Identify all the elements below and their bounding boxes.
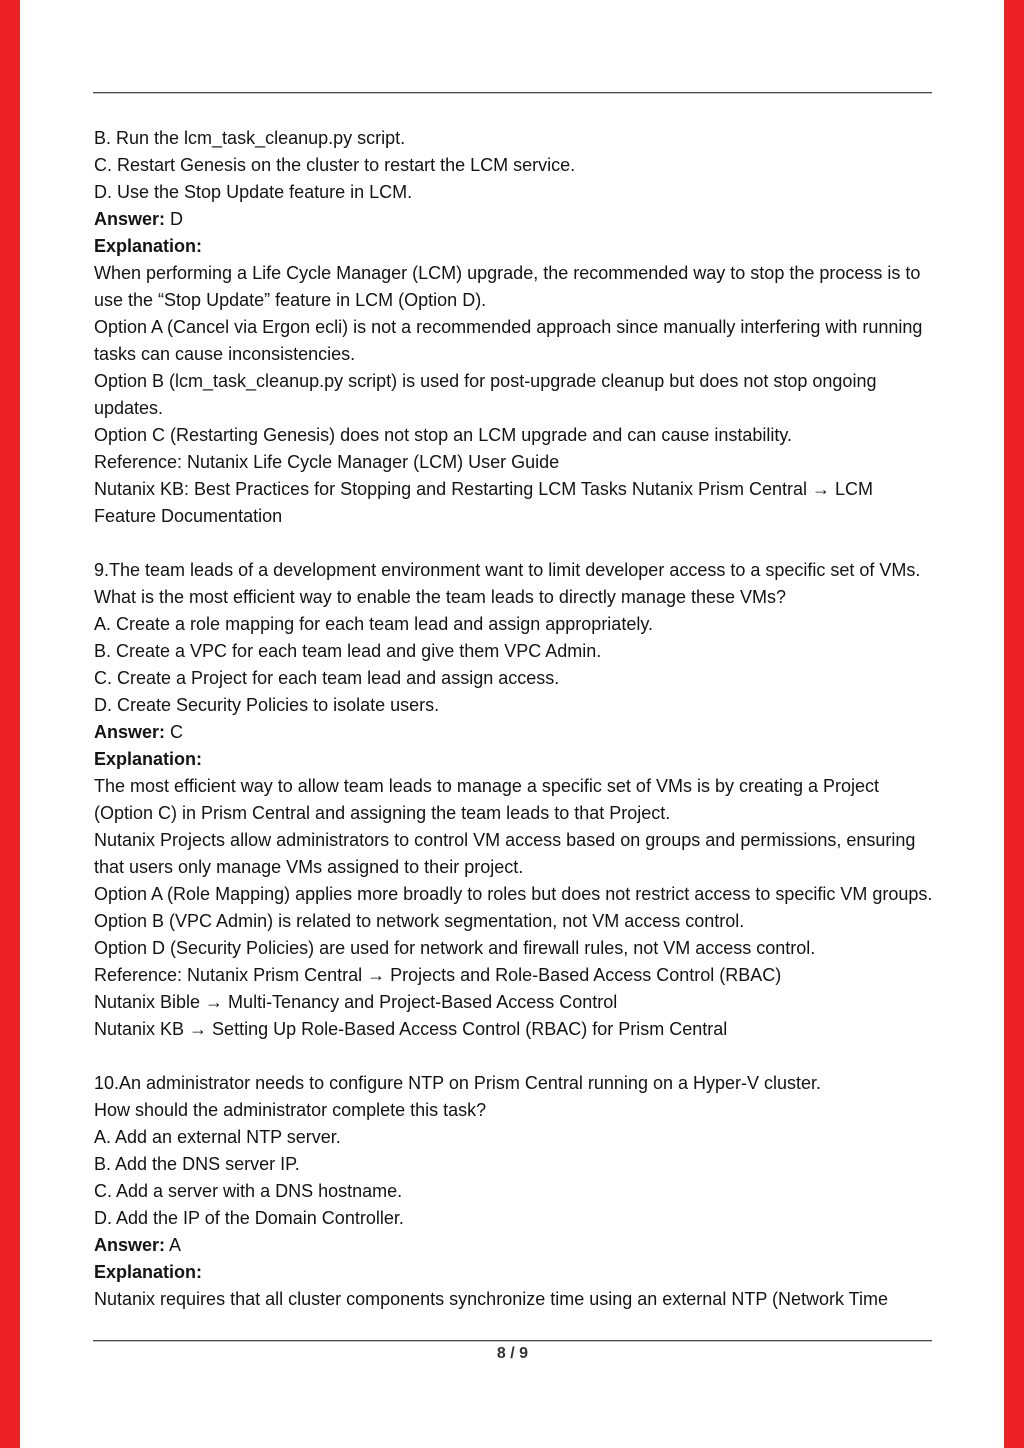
text-line: D. Use the Stop Update feature in LCM. bbox=[94, 182, 413, 202]
text-line: B. Create a VPC for each team lead and give them VPC Admin. bbox=[94, 641, 602, 661]
text-line: Option B (lcm_task_cleanup.py script) is used for post-upgrade cleanup but does not stop ongoing bbox=[94, 371, 877, 391]
text-line: Nutanix Bible → Multi-Tenancy and Project-Based Access Control bbox=[94, 992, 618, 1012]
text-line: Option C (Restarting Genesis) does not stop an LCM upgrade and can cause instability. bbox=[94, 425, 793, 445]
text-line: Nutanix KB → Setting Up Role-Based Access Control (RBAC) for Prism Central bbox=[94, 1019, 728, 1039]
bold-label: Answer: bbox=[94, 722, 166, 742]
text-line bbox=[94, 233, 936, 260]
text-line: Option D (Security Policies) are used for network and firewall rules, not VM access control. bbox=[94, 938, 816, 958]
text-line: A. Create a role mapping for each team lead and assign appropriately. bbox=[94, 614, 653, 634]
text-line bbox=[94, 746, 936, 773]
text-line: that users only manage VMs assigned to their project. bbox=[94, 857, 524, 877]
text-line: Nutanix Projects allow administrators to control VM access based on groups and permissions, ensuring bbox=[94, 830, 916, 850]
text-line: Feature Documentation bbox=[94, 506, 283, 526]
bold-label: Answer: bbox=[94, 1235, 166, 1255]
text-line: Option B (VPC Admin) is related to network segmentation, not VM access control. bbox=[94, 911, 745, 931]
bold-label: Explanation: bbox=[94, 1262, 203, 1282]
right-red-border bbox=[1004, 0, 1024, 1448]
text-line: B. Run the lcm_task_cleanup.py script. bbox=[94, 128, 406, 148]
text-line: When performing a Life Cycle Manager (LCM) upgrade, the recommended way to stop the process is to bbox=[94, 263, 921, 283]
text-line: Option A (Role Mapping) applies more broadly to roles but does not restrict access to specific VM groups. bbox=[94, 884, 933, 904]
text-line: Answer: A bbox=[94, 1235, 182, 1255]
blank-line bbox=[94, 530, 936, 557]
text-line: Option A (Cancel via Ergon ecli) is not a recommended approach since manually interfering with running bbox=[94, 317, 923, 337]
bold-label: Explanation: bbox=[94, 749, 203, 769]
page-number: 8 / 9 bbox=[496, 1345, 529, 1362]
text-line: Answer: C bbox=[94, 722, 184, 742]
text-line: updates. bbox=[94, 398, 164, 418]
bold-label: Explanation: bbox=[94, 236, 203, 256]
text-line: D. Create Security Policies to isolate users. bbox=[94, 695, 440, 715]
text-line: Answer: D bbox=[94, 209, 184, 229]
blank-line bbox=[94, 1043, 936, 1070]
document-body bbox=[94, 125, 936, 1313]
bold-label: Answer: bbox=[94, 209, 166, 229]
left-red-border bbox=[0, 0, 20, 1448]
text-line: The most efficient way to allow team leads to manage a specific set of VMs is by creating a Project bbox=[94, 776, 880, 796]
text-line bbox=[94, 1259, 936, 1286]
text-line: C. Add a server with a DNS hostname. bbox=[94, 1181, 403, 1201]
text-line: Nutanix KB: Best Practices for Stopping and Restarting LCM Tasks Nutanix Prism Central → LCM bbox=[94, 479, 873, 499]
text-line: D. Add the IP of the Domain Controller. bbox=[94, 1208, 404, 1228]
text-line: use the “Stop Update” feature in LCM (Option D). bbox=[94, 290, 487, 310]
text-line: How should the administrator complete this task? bbox=[94, 1100, 487, 1120]
text-line: tasks can cause inconsistencies. bbox=[94, 344, 356, 364]
text-line: Reference: Nutanix Life Cycle Manager (LCM) User Guide bbox=[94, 452, 560, 472]
text-line: (Option C) in Prism Central and assigning the team leads to that Project. bbox=[94, 803, 671, 823]
text-line: A. Add an external NTP server. bbox=[94, 1127, 341, 1147]
text-line: Nutanix requires that all cluster components synchronize time using an external NTP (Network Time bbox=[94, 1289, 889, 1309]
text-line: C. Create a Project for each team lead and assign access. bbox=[94, 668, 560, 688]
text-line: 9.The team leads of a development environment want to limit developer access to a specific set of VMs. bbox=[94, 560, 921, 580]
header-rule bbox=[93, 92, 932, 94]
footer-rule bbox=[93, 1340, 932, 1342]
text-line: 10.An administrator needs to configure NTP on Prism Central running on a Hyper-V cluster. bbox=[94, 1073, 822, 1093]
text-line: What is the most efficient way to enable the team leads to directly manage these VMs? bbox=[94, 587, 787, 607]
text-line: B. Add the DNS server IP. bbox=[94, 1154, 300, 1174]
text-line: Reference: Nutanix Prism Central → Projects and Role-Based Access Control (RBAC) bbox=[94, 965, 782, 985]
text-line: C. Restart Genesis on the cluster to restart the LCM service. bbox=[94, 155, 576, 175]
